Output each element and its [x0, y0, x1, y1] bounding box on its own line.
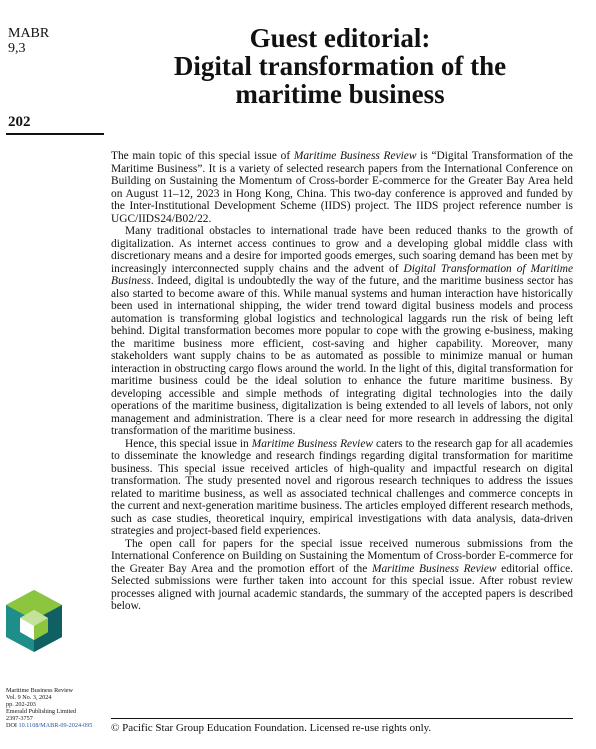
title-line-2: Digital transformation of the — [173, 51, 507, 81]
article-title — [120, 24, 560, 108]
journal-abbrev: MABR — [8, 26, 50, 41]
paragraph-2: Many traditional obstacles to international trade have been reduced thanks to the growth of digitalization. As internet access continues to grow and a developing global middle class with discretionary means and a desire for imported goods emerges, such soaring demand has been met by increasingly interconnected supply chains and the advent of Digital Transformation of Maritime Business. Indeed, digital is undoubtedly the way of the future, and the maritime business sector has also started to become aware of this. While manual systems and human interaction have historically been used in international shipping, the wider trend toward digital business models and process automation is transforming global logistics and technological laggards run the risk of being left behind. Digital transformation becomes more popular to cope with the growing e-business, making the maritime business more efficient, cost-saving and higher capability. Moreover, many stakeholders want supply chains to be as automated as possible to minimize manual or human interaction in obstructing cargo flows around the world. In the light of this, digital transformation for maritime business could be the ideal solution to enhance the future maritime business. By developing accessible and simple methods of integrating digital technologies into the daily operations of the maritime business, digitalization is being extended to all levels of labors, not only management and administration. There is a clear need for more research in addressing the digital transformation of the maritime business. — [111, 225, 574, 437]
meta-doi: DOI 10.1108/MABR-09-2024-095 — [6, 721, 93, 729]
doi-link[interactable]: 10.1108/MABR-09-2024-095 — [18, 721, 93, 729]
publisher-logo-icon — [6, 590, 62, 652]
article-metadata — [6, 688, 106, 729]
copyright-notice: © Pacific Star Group Education Foundation. Licensed re-use rights only. — [111, 722, 432, 734]
meta-volume: Vol. 9 No. 3, 2024 — [6, 693, 52, 701]
meta-publisher: Emerald Publishing Limited — [6, 707, 77, 715]
title-line-1: Guest editorial: — [249, 23, 431, 53]
italic-phrase: Digital Transformation of Maritime Business — [111, 262, 574, 287]
journal-name-italic: Maritime Business Review — [293, 150, 417, 162]
left-rule — [6, 133, 104, 135]
footer-rule — [111, 718, 573, 719]
journal-name-italic: Maritime Business Review — [251, 437, 373, 450]
title-line-3: maritime business — [235, 79, 445, 109]
paragraph-4: The open call for papers for the special issue received numerous submissions from the International Conference on Building on Sustaining the Momentum of Cross-border E-commerce for the Greater Bay Area and the promotion effort of the Maritime Business Review editorial office. Selected submissions were further taken into account for this special issue. After robust review processes aligned with journal academic standards, the summary of the accepted papers is described below. — [111, 537, 573, 612]
journal-name-italic: Maritime Business Review — [371, 562, 497, 575]
page-number: 202 — [8, 114, 31, 130]
paragraph-3: Hence, this special issue in Maritime Business Review caters to the research gap for all academies to disseminate the knowledge and research findings regarding digital transformation for maritime business. This special issue received articles of high-quality and impactful research on digital transformation. The study presented novel and rigorous research techniques to address the issues related to maritime business, as well as associated technical challenges and commerce concepts in the current and next-generation maritime business. The articles employed different research methods, such as case studies, theoretical inquiry, empirical investigations with data analysis, data-driven strategies and project-based field experiences. — [111, 437, 573, 537]
meta-journal-name: Maritime Business Review — [6, 687, 74, 694]
paragraph-1: The main topic of this special issue of Maritime Business Review is “Digital Transformation of the Maritime Business”. It is a variety of selected research papers from the International Conference on Building on Sustaining the Momentum of Cross-border E-commerce for the Greater Bay Area held on August 11–12, 2023 in Hong Kong, China. This two-day conference is approved and funded by the Inter-Institutional Development Scheme (IIDS) project. The IIDS project reference number is UGC/IIDS24/B02/22. — [111, 150, 573, 225]
journal-code — [8, 26, 49, 56]
meta-pages: pp. 202-203 — [6, 700, 36, 708]
volume-issue: 9,3 — [8, 41, 26, 56]
meta-issn: 2397-3757 — [6, 714, 33, 722]
article-body — [111, 150, 573, 613]
